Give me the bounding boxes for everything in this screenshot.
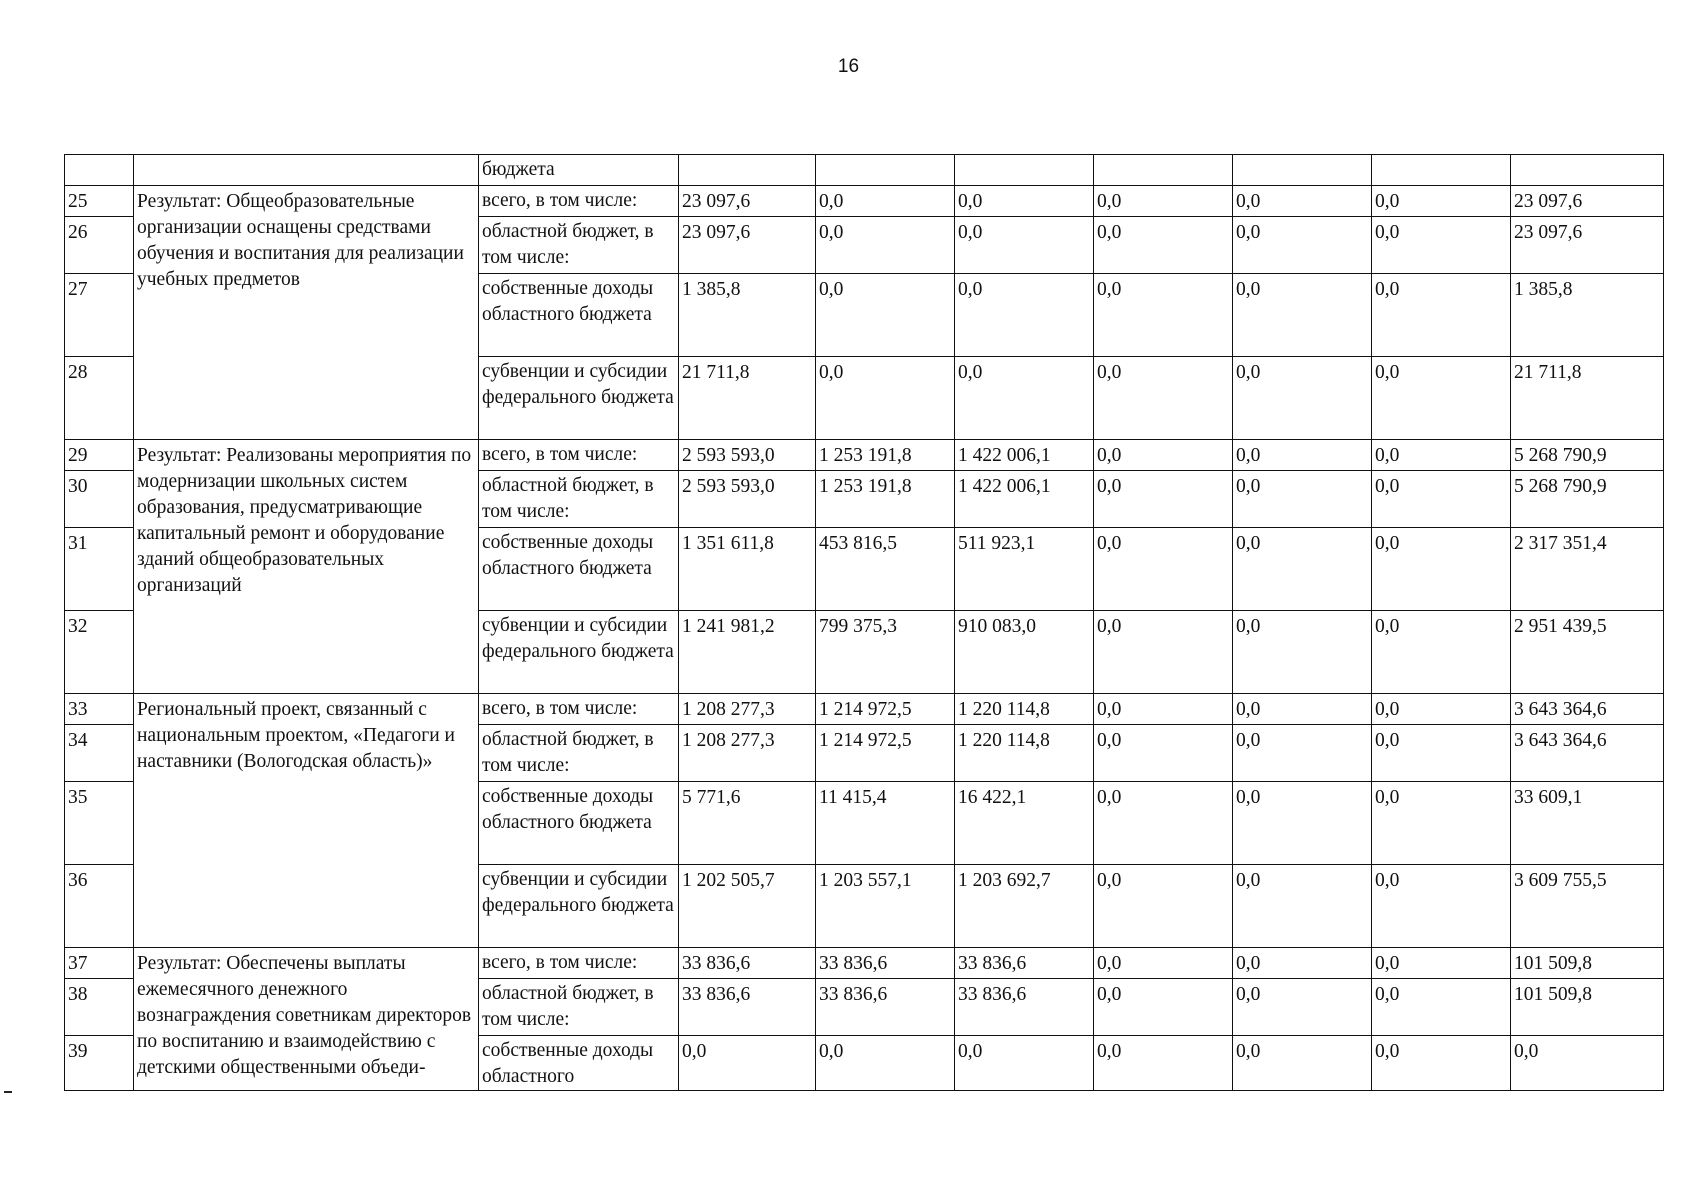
value-cell xyxy=(955,155,1094,186)
value-cell: 0,0 xyxy=(1094,440,1233,471)
value-cell: 0,0 xyxy=(816,1036,955,1091)
value-cell: 0,0 xyxy=(1094,471,1233,528)
value-cell: 0,0 xyxy=(1094,1036,1233,1091)
value-cell xyxy=(1372,155,1511,186)
value-cell: 0,0 xyxy=(1233,948,1372,979)
funding-source-cell: областной бюджет, в том числе: xyxy=(479,979,679,1036)
description-cell: Результат: Реализованы мероприятия по модернизации школьных систем образования, предусматривающие капитальный ремонт и оборудование зданий общеобразовательных организаций xyxy=(134,440,479,694)
value-cell: 2 951 439,5 xyxy=(1511,611,1664,694)
value-cell: 0,0 xyxy=(1372,782,1511,865)
funding-source-cell: областной бюджет, в том числе: xyxy=(479,471,679,528)
value-cell: 3 643 364,6 xyxy=(1511,725,1664,782)
row-number-cell: 36 xyxy=(65,865,134,948)
value-cell: 511 923,1 xyxy=(955,528,1094,611)
value-cell: 33 836,6 xyxy=(679,979,816,1036)
value-cell: 21 711,8 xyxy=(679,357,816,440)
funding-source-cell: всего, в том числе: xyxy=(479,440,679,471)
value-cell: 1 208 277,3 xyxy=(679,694,816,725)
value-cell xyxy=(1094,155,1233,186)
value-cell: 799 375,3 xyxy=(816,611,955,694)
row-number-cell: 31 xyxy=(65,528,134,611)
value-cell xyxy=(1233,155,1372,186)
value-cell: 0,0 xyxy=(816,274,955,357)
row-number-cell: 28 xyxy=(65,357,134,440)
table-row xyxy=(65,440,1664,471)
value-cell: 11 415,4 xyxy=(816,782,955,865)
table-row xyxy=(65,186,1664,217)
value-cell: 0,0 xyxy=(1094,865,1233,948)
value-cell: 1 241 981,2 xyxy=(679,611,816,694)
value-cell: 0,0 xyxy=(1094,274,1233,357)
value-cell: 1 214 972,5 xyxy=(816,694,955,725)
value-cell: 0,0 xyxy=(1233,186,1372,217)
row-number-cell: 32 xyxy=(65,611,134,694)
value-cell: 101 509,8 xyxy=(1511,948,1664,979)
description-cell xyxy=(134,155,479,186)
value-cell: 2 593 593,0 xyxy=(679,440,816,471)
margin-mark xyxy=(4,1091,12,1093)
value-cell: 21 711,8 xyxy=(1511,357,1664,440)
row-number-cell: 30 xyxy=(65,471,134,528)
funding-source-cell: субвенции и субсидии федерального бюджета xyxy=(479,611,679,694)
value-cell: 0,0 xyxy=(1372,611,1511,694)
value-cell: 33 836,6 xyxy=(955,979,1094,1036)
value-cell: 0,0 xyxy=(1372,440,1511,471)
funding-source-cell: бюджета xyxy=(479,155,679,186)
value-cell: 1 422 006,1 xyxy=(955,471,1094,528)
description-cell: Результат: Общеобразовательные организации оснащены средствами обучения и воспитания для реализации учебных предметов xyxy=(134,186,479,440)
value-cell xyxy=(1511,155,1664,186)
value-cell: 0,0 xyxy=(1094,611,1233,694)
table-body xyxy=(65,155,1664,1091)
value-cell: 0,0 xyxy=(1233,782,1372,865)
row-number-cell: 27 xyxy=(65,274,134,357)
value-cell: 453 816,5 xyxy=(816,528,955,611)
description-cell: Региональный проект, связанный с национальным проектом, «Педагоги и наставники (Вологодская область)» xyxy=(134,694,479,948)
value-cell: 0,0 xyxy=(1233,979,1372,1036)
value-cell: 3 609 755,5 xyxy=(1511,865,1664,948)
value-cell: 0,0 xyxy=(1094,694,1233,725)
funding-source-cell: областной бюджет, в том числе: xyxy=(479,217,679,274)
value-cell: 23 097,6 xyxy=(679,217,816,274)
value-cell: 0,0 xyxy=(1372,217,1511,274)
funding-source-cell: всего, в том числе: xyxy=(479,186,679,217)
value-cell: 1 253 191,8 xyxy=(816,440,955,471)
value-cell: 910 083,0 xyxy=(955,611,1094,694)
value-cell: 5 268 790,9 xyxy=(1511,440,1664,471)
value-cell: 1 220 114,8 xyxy=(955,694,1094,725)
value-cell: 1 208 277,3 xyxy=(679,725,816,782)
row-number-cell: 38 xyxy=(65,979,134,1036)
row-number-cell: 29 xyxy=(65,440,134,471)
value-cell: 0,0 xyxy=(955,274,1094,357)
value-cell: 0,0 xyxy=(1372,948,1511,979)
value-cell: 0,0 xyxy=(1233,217,1372,274)
value-cell xyxy=(816,155,955,186)
value-cell: 0,0 xyxy=(1233,725,1372,782)
value-cell: 0,0 xyxy=(955,1036,1094,1091)
row-number-cell: 34 xyxy=(65,725,134,782)
budget-table xyxy=(64,154,1664,1091)
row-number-cell: 39 xyxy=(65,1036,134,1091)
value-cell: 0,0 xyxy=(1233,528,1372,611)
value-cell: 0,0 xyxy=(1233,611,1372,694)
value-cell: 0,0 xyxy=(1372,979,1511,1036)
funding-source-cell: собственные доходы областного xyxy=(479,1036,679,1091)
value-cell: 33 836,6 xyxy=(955,948,1094,979)
value-cell xyxy=(679,155,816,186)
value-cell: 33 836,6 xyxy=(679,948,816,979)
value-cell: 1 220 114,8 xyxy=(955,725,1094,782)
funding-source-cell: всего, в том числе: xyxy=(479,948,679,979)
value-cell: 0,0 xyxy=(955,217,1094,274)
value-cell: 101 509,8 xyxy=(1511,979,1664,1036)
value-cell: 1 203 692,7 xyxy=(955,865,1094,948)
value-cell: 3 643 364,6 xyxy=(1511,694,1664,725)
description-cell: Результат: Обеспечены выплаты ежемесячного денежного вознаграждения советникам директоров по воспитанию и взаимодействию с детскими общественными объеди- xyxy=(134,948,479,1091)
funding-source-cell: всего, в том числе: xyxy=(479,694,679,725)
row-number-cell: 25 xyxy=(65,186,134,217)
row-number-cell: 33 xyxy=(65,694,134,725)
value-cell: 5 268 790,9 xyxy=(1511,471,1664,528)
value-cell: 0,0 xyxy=(679,1036,816,1091)
table-row-continuation xyxy=(65,155,1664,186)
funding-source-cell: областной бюджет, в том числе: xyxy=(479,725,679,782)
value-cell: 5 771,6 xyxy=(679,782,816,865)
value-cell: 0,0 xyxy=(816,217,955,274)
value-cell: 1 385,8 xyxy=(679,274,816,357)
value-cell: 23 097,6 xyxy=(1511,217,1664,274)
value-cell: 33 836,6 xyxy=(816,948,955,979)
value-cell: 1 214 972,5 xyxy=(816,725,955,782)
value-cell: 0,0 xyxy=(1233,1036,1372,1091)
value-cell: 16 422,1 xyxy=(955,782,1094,865)
value-cell: 0,0 xyxy=(1372,274,1511,357)
value-cell: 0,0 xyxy=(1094,186,1233,217)
value-cell: 2 317 351,4 xyxy=(1511,528,1664,611)
value-cell: 0,0 xyxy=(1372,528,1511,611)
value-cell: 1 253 191,8 xyxy=(816,471,955,528)
row-number-cell xyxy=(65,155,134,186)
table-row xyxy=(65,694,1664,725)
value-cell: 0,0 xyxy=(1511,1036,1664,1091)
value-cell: 1 422 006,1 xyxy=(955,440,1094,471)
value-cell: 0,0 xyxy=(1372,186,1511,217)
value-cell: 0,0 xyxy=(1372,694,1511,725)
value-cell: 33 609,1 xyxy=(1511,782,1664,865)
row-number-cell: 35 xyxy=(65,782,134,865)
value-cell: 2 593 593,0 xyxy=(679,471,816,528)
value-cell: 0,0 xyxy=(1233,865,1372,948)
value-cell: 0,0 xyxy=(816,357,955,440)
value-cell: 23 097,6 xyxy=(1511,186,1664,217)
value-cell: 0,0 xyxy=(1233,471,1372,528)
value-cell: 0,0 xyxy=(1372,357,1511,440)
value-cell: 1 203 557,1 xyxy=(816,865,955,948)
value-cell: 0,0 xyxy=(1094,979,1233,1036)
value-cell: 0,0 xyxy=(1372,1036,1511,1091)
value-cell: 0,0 xyxy=(1094,948,1233,979)
value-cell: 0,0 xyxy=(1233,357,1372,440)
funding-source-cell: субвенции и субсидии федерального бюджета xyxy=(479,865,679,948)
value-cell: 23 097,6 xyxy=(679,186,816,217)
value-cell: 0,0 xyxy=(1372,725,1511,782)
funding-source-cell: собственные доходы областного бюджета xyxy=(479,274,679,357)
value-cell: 1 385,8 xyxy=(1511,274,1664,357)
value-cell: 0,0 xyxy=(1372,471,1511,528)
funding-source-cell: субвенции и субсидии федерального бюджета xyxy=(479,357,679,440)
value-cell: 1 351 611,8 xyxy=(679,528,816,611)
value-cell: 0,0 xyxy=(1233,440,1372,471)
value-cell: 0,0 xyxy=(955,186,1094,217)
value-cell: 0,0 xyxy=(1094,528,1233,611)
row-number-cell: 37 xyxy=(65,948,134,979)
row-number-cell: 26 xyxy=(65,217,134,274)
value-cell: 0,0 xyxy=(1233,274,1372,357)
value-cell: 1 202 505,7 xyxy=(679,865,816,948)
value-cell: 0,0 xyxy=(1094,782,1233,865)
value-cell: 0,0 xyxy=(816,186,955,217)
page-number: 16 xyxy=(837,56,860,77)
funding-source-cell: собственные доходы областного бюджета xyxy=(479,528,679,611)
funding-source-cell: собственные доходы областного бюджета xyxy=(479,782,679,865)
value-cell: 0,0 xyxy=(1233,694,1372,725)
table-row xyxy=(65,948,1664,979)
value-cell: 33 836,6 xyxy=(816,979,955,1036)
value-cell: 0,0 xyxy=(1372,865,1511,948)
value-cell: 0,0 xyxy=(1094,725,1233,782)
value-cell: 0,0 xyxy=(1094,217,1233,274)
value-cell: 0,0 xyxy=(955,357,1094,440)
value-cell: 0,0 xyxy=(1094,357,1233,440)
